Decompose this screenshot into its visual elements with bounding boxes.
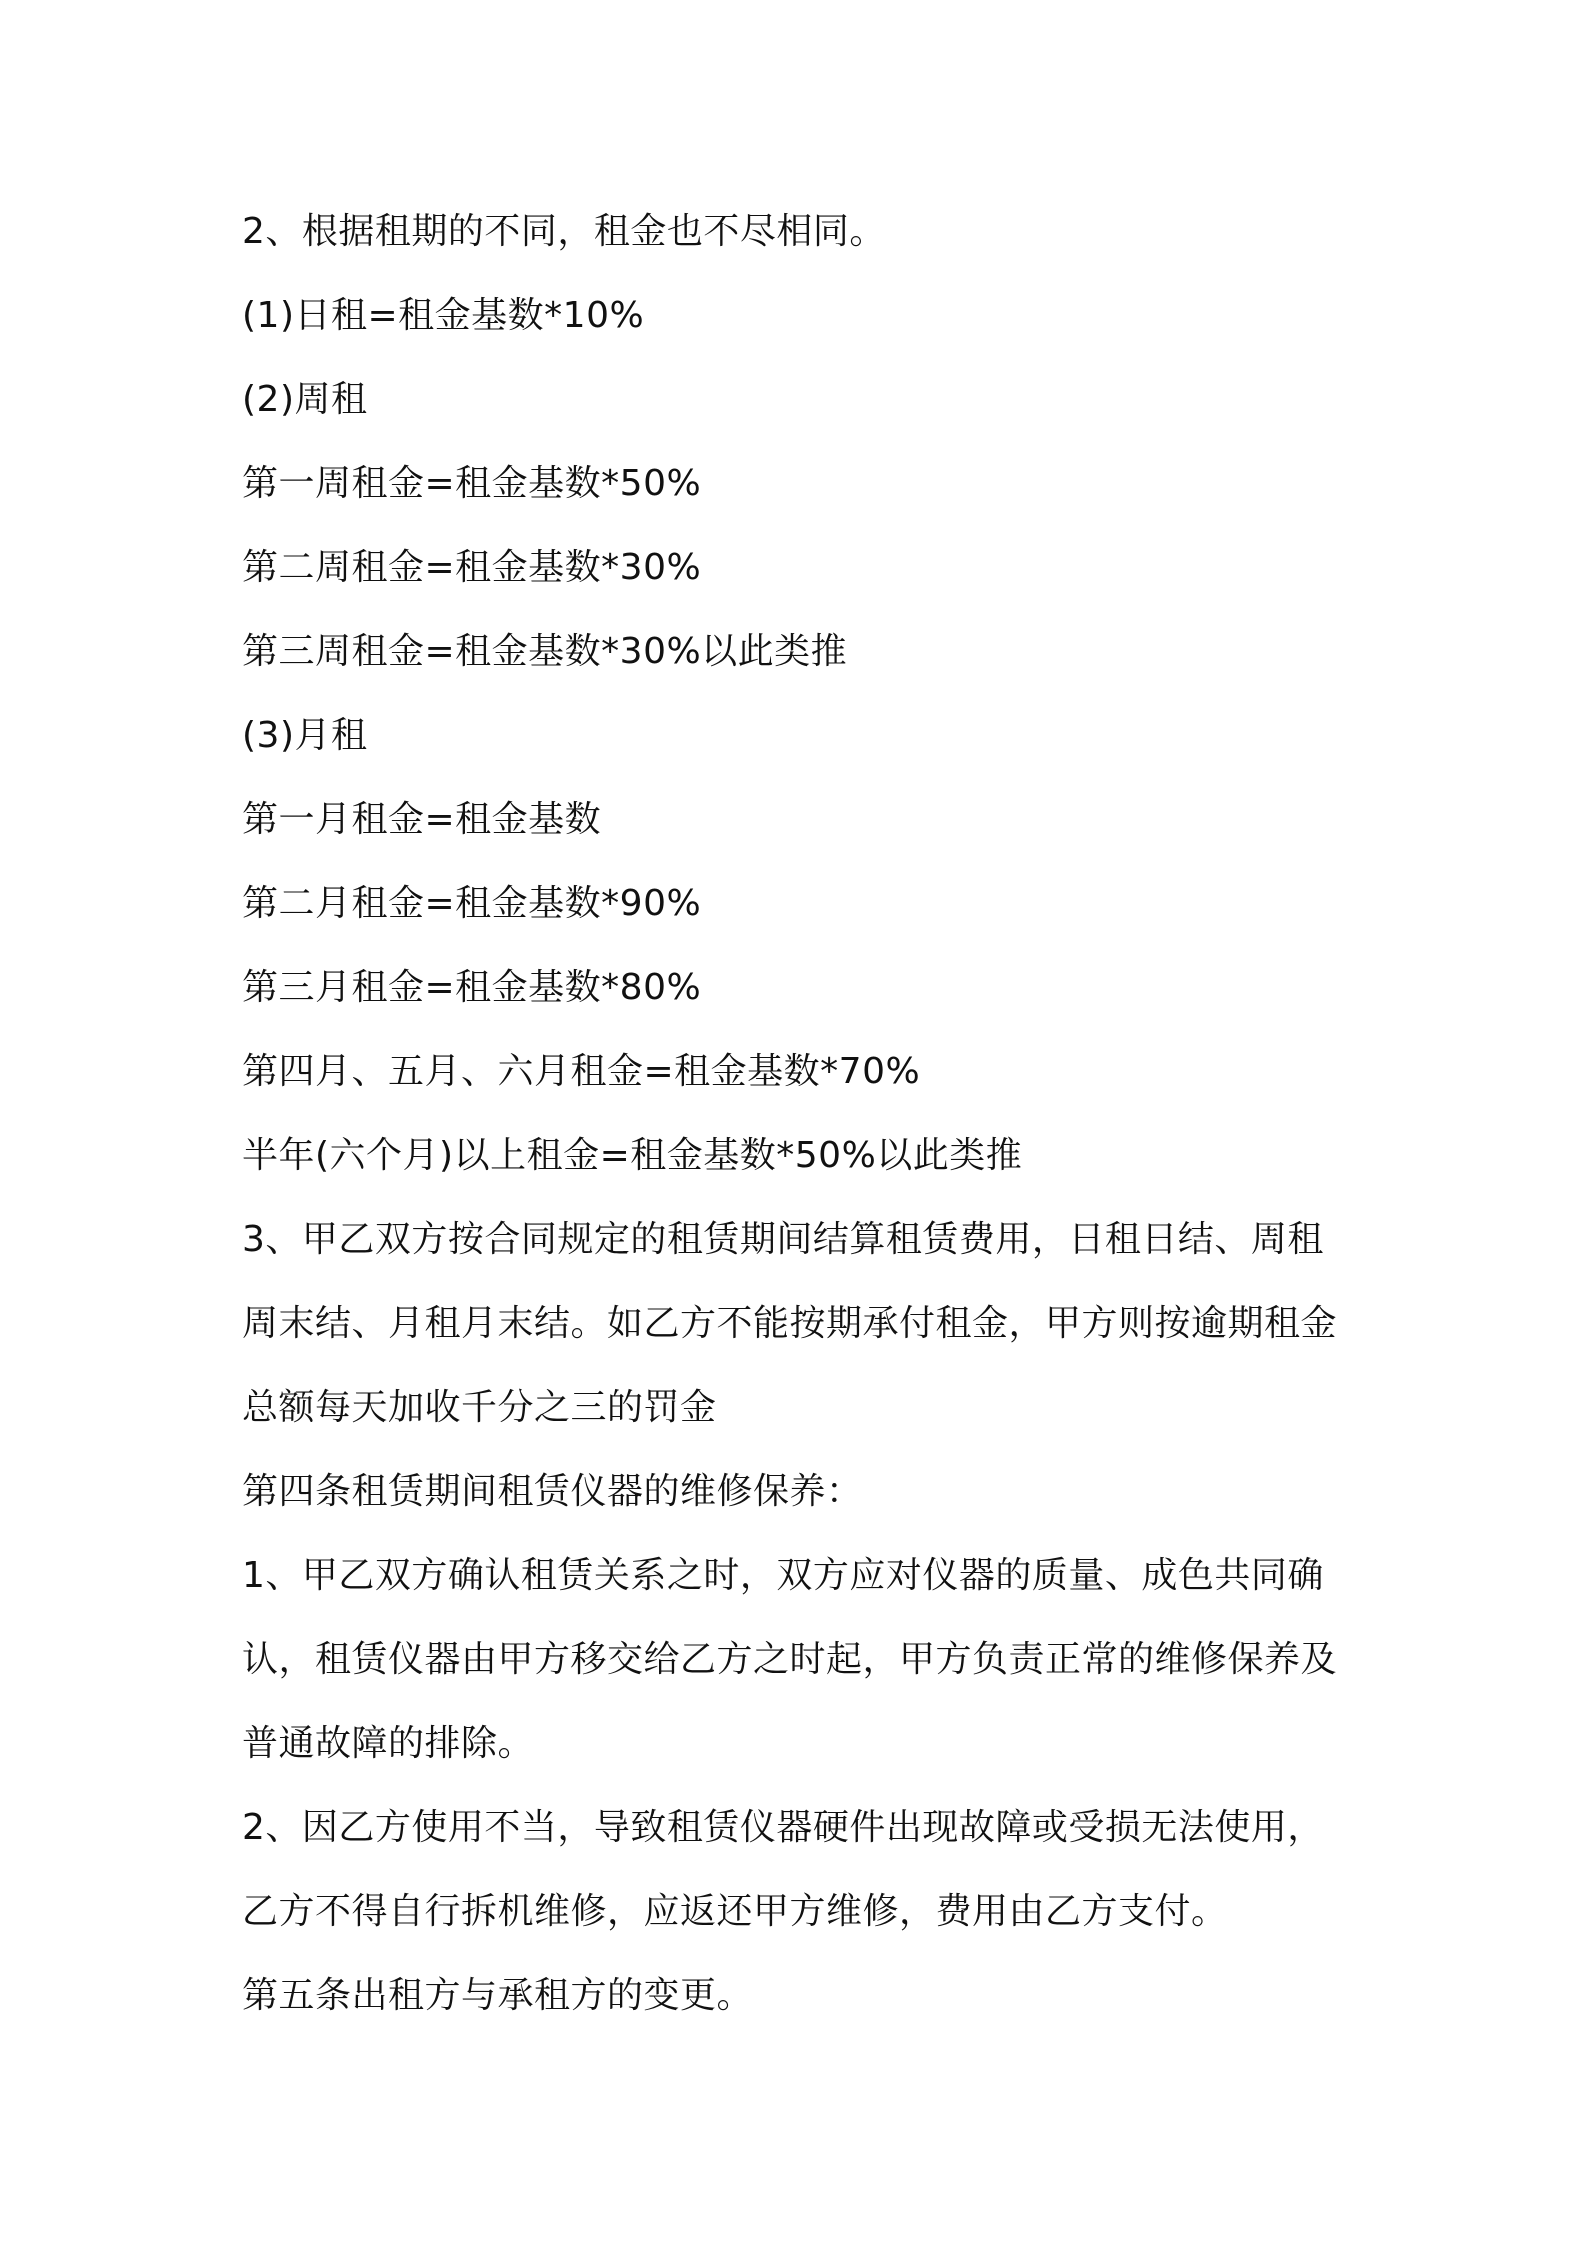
article-4-item-2-line-2: 乙方不得自行拆机维修，应返还甲方维修，费用由乙方支付。 — [242, 1891, 1228, 1932]
weekly-rent-heading: (2)周租 — [242, 379, 368, 420]
clause-3-line-2: 周末结、月租月末结。如乙方不能按期承付租金，甲方则按逾期租金 — [242, 1303, 1338, 1344]
month-4-6-rent-line: 第四月、五月、六月租金=租金基数*70% — [242, 1051, 921, 1092]
month-1-rent-line: 第一月租金=租金基数 — [242, 799, 602, 840]
monthly-rent-heading: (3)月租 — [242, 715, 368, 756]
document-body — [242, 190, 1360, 2038]
clause-2-intro: 2、根据租期的不同，租金也不尽相同。 — [242, 211, 886, 252]
month-3-rent-line: 第三月租金=租金基数*80% — [242, 967, 702, 1008]
article-5-heading: 第五条出租方与承租方的变更。 — [242, 1975, 754, 2016]
week-2-rent-line: 第二周租金=租金基数*30% — [242, 547, 702, 588]
week-1-rent-line: 第一周租金=租金基数*50% — [242, 463, 702, 504]
week-3-rent-line: 第三周租金=租金基数*30%以此类推 — [242, 631, 848, 672]
half-year-rent-line: 半年(六个月)以上租金=租金基数*50%以此类推 — [242, 1135, 1023, 1176]
article-4-item-1-line-3: 普通故障的排除。 — [242, 1723, 535, 1764]
article-4-item-1-line-2: 认，租赁仪器由甲方移交给乙方之时起，甲方负责正常的维修保养及 — [242, 1639, 1338, 1680]
article-4-heading: 第四条租赁期间租赁仪器的维修保养： — [242, 1471, 863, 1512]
month-2-rent-line: 第二月租金=租金基数*90% — [242, 883, 702, 924]
article-4-item-2-line-1: 2、因乙方使用不当，导致租赁仪器硬件出现故障或受损无法使用， — [242, 1807, 1324, 1848]
article-4-item-1-line-1: 1、甲乙双方确认租赁关系之时，双方应对仪器的质量、成色共同确 — [242, 1555, 1324, 1596]
clause-3-line-1: 3、甲乙双方按合同规定的租赁期间结算租赁费用，日租日结、周租 — [242, 1219, 1324, 1260]
clause-3-line-3: 总额每天加收千分之三的罚金 — [242, 1387, 717, 1428]
daily-rent-line: (1)日租=租金基数*10% — [242, 295, 645, 336]
